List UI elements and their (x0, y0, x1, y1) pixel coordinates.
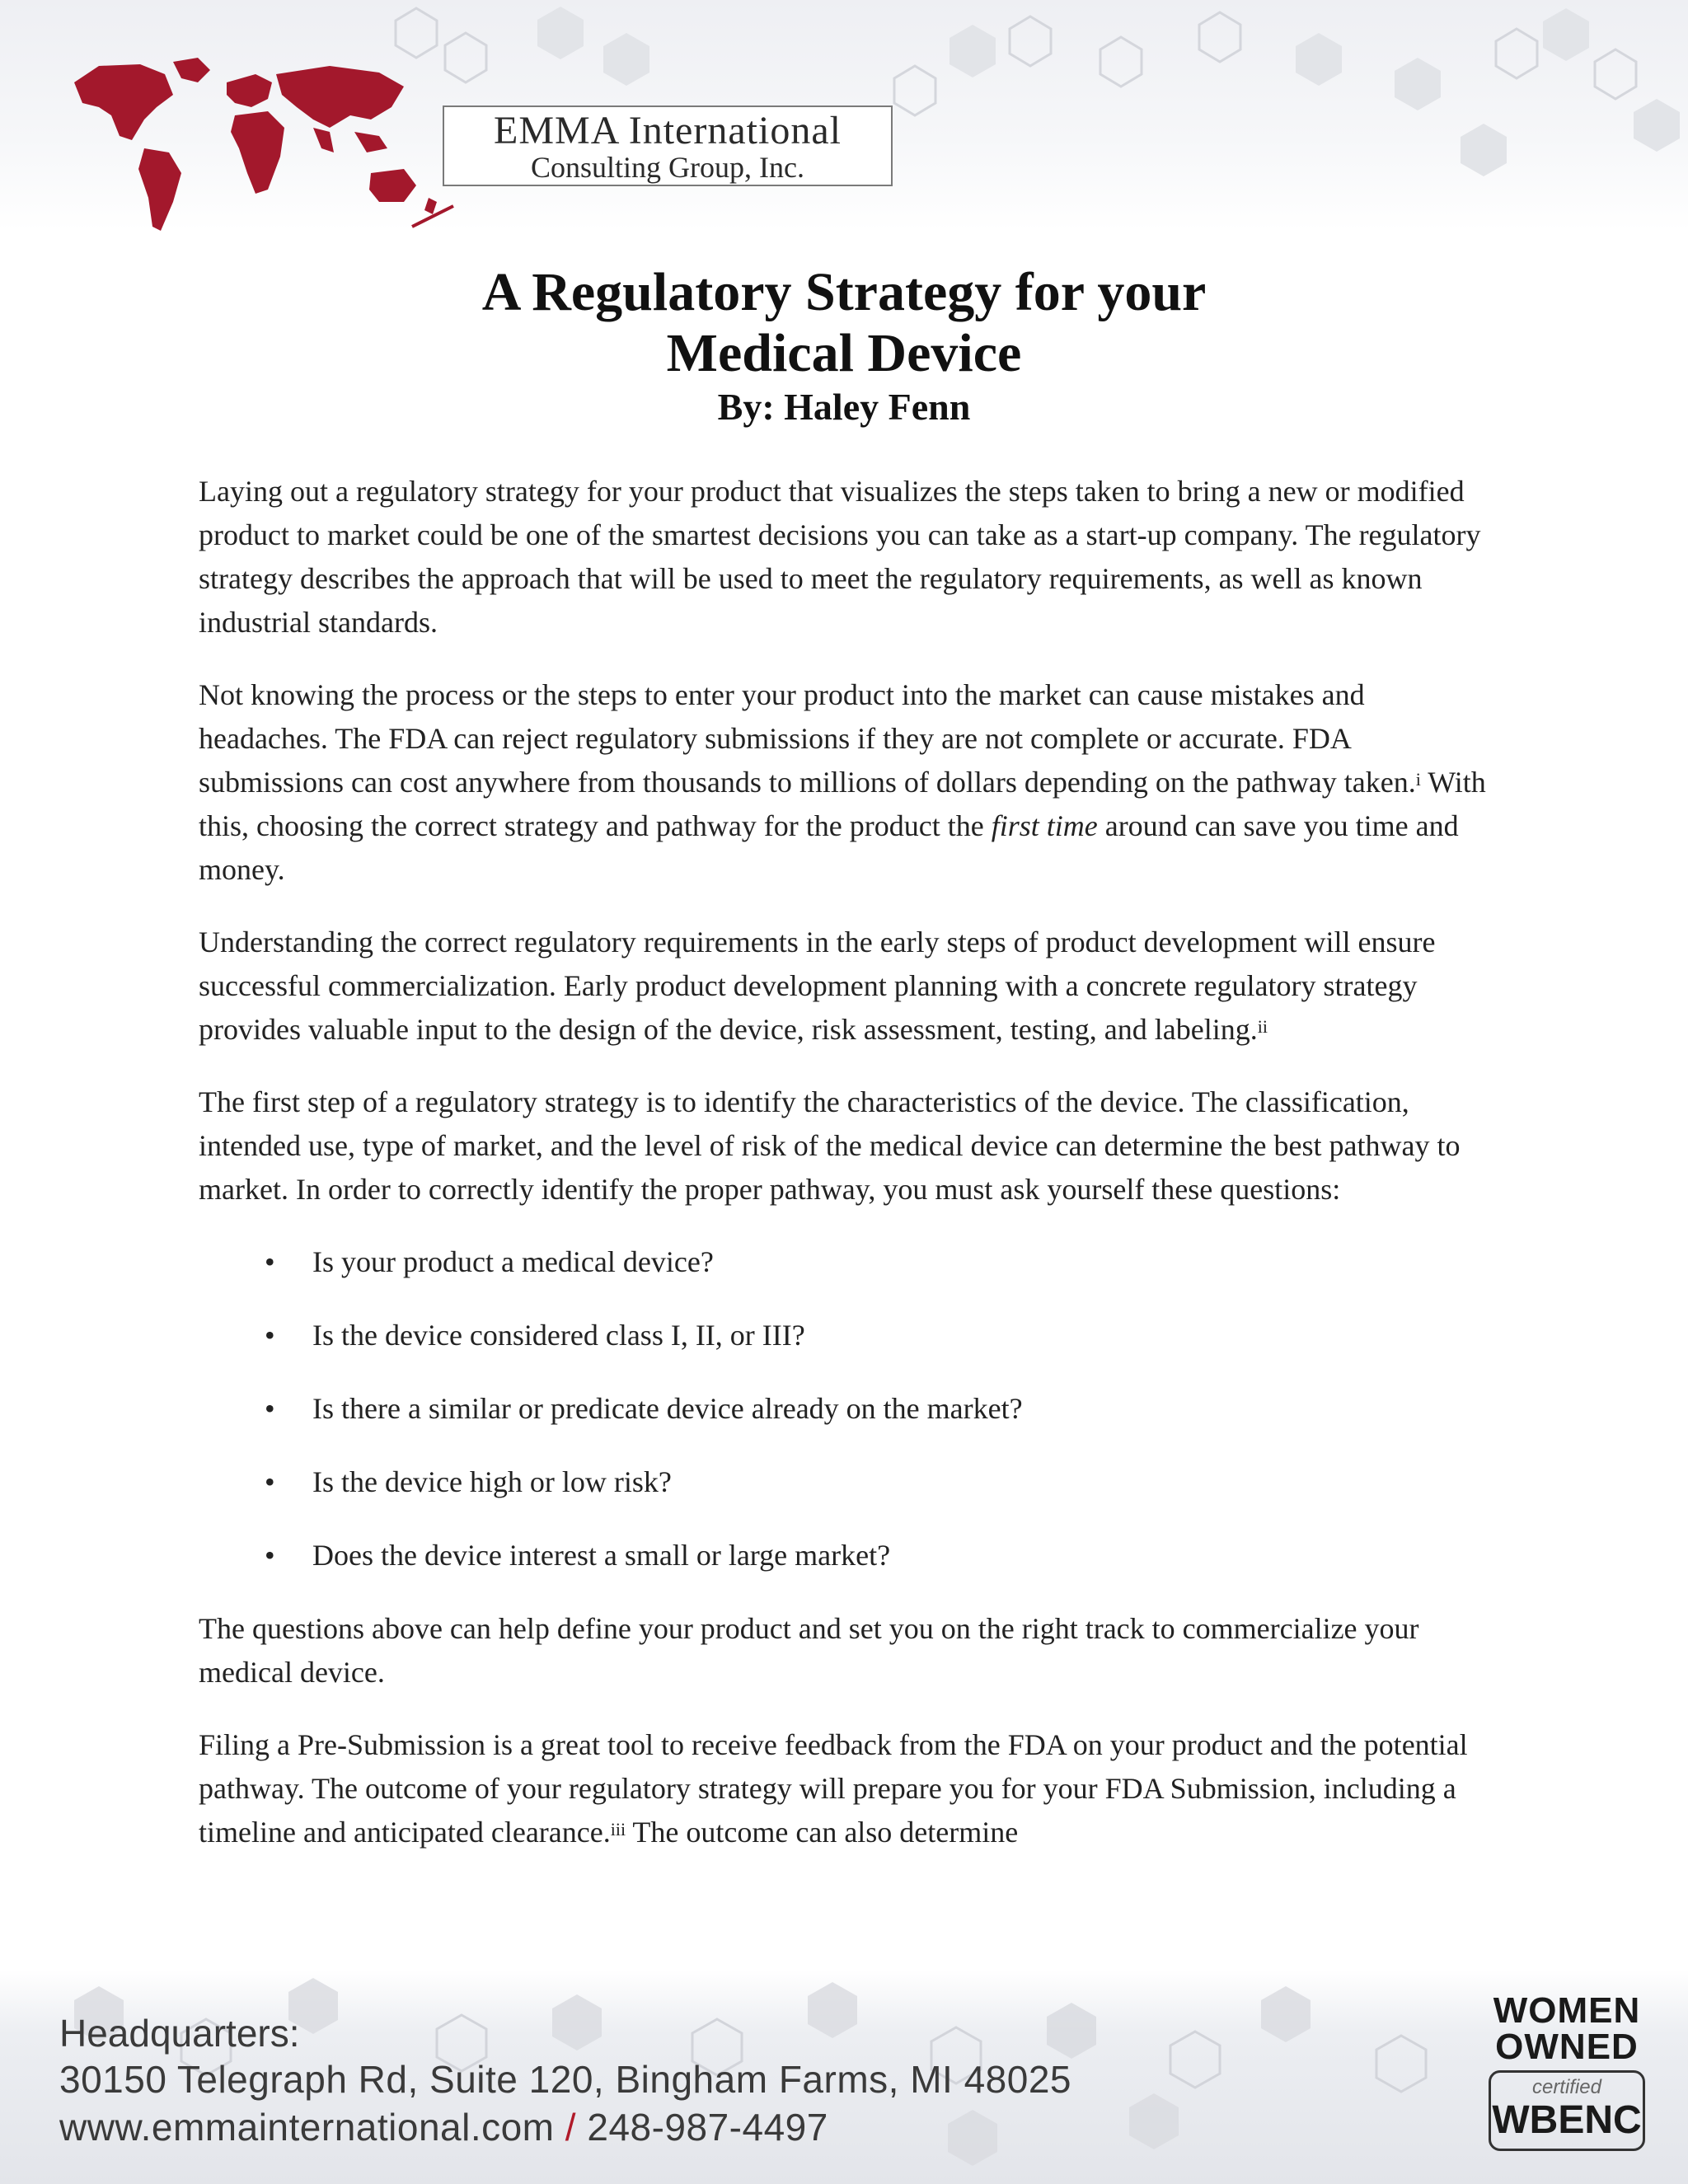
headquarters-label: Headquarters: (59, 2012, 300, 2055)
list-item (199, 1534, 1493, 1577)
logo-name: EMMA International (494, 109, 842, 152)
contact-line (59, 2103, 1071, 2151)
question-text: Does the device interest a small or large market? (312, 1539, 891, 1572)
website-link[interactable]: www.emmainternational.com (59, 2106, 555, 2149)
paragraph-pre-submission (199, 1723, 1493, 1854)
logo-subtitle: Consulting Group, Inc. (531, 151, 804, 184)
list-item (199, 1240, 1493, 1284)
question-text: Is the device high or low risk? (312, 1465, 672, 1498)
paragraph-process (199, 673, 1493, 892)
footnote-ref-ii: ii (1257, 1016, 1268, 1037)
paragraph-process-text-c: around can save you time and money. (199, 809, 1459, 886)
wbenc-seal (1489, 2070, 1645, 2151)
title-line-1: A Regulatory Strategy for your (481, 262, 1207, 322)
title-line-2: Medical Device (666, 323, 1022, 383)
badge-certified: certified (1531, 2076, 1602, 2098)
bullet-icon: • (265, 1465, 275, 1498)
article-byline: By: Haley Fenn (717, 386, 971, 428)
footer-contact (59, 2011, 1071, 2151)
company-logo (443, 105, 893, 186)
questions-list (199, 1240, 1493, 1577)
paragraph-requirements (199, 921, 1493, 1052)
paragraph-first-step: The first step of a regulatory strategy is to identify the characteristics of the device. The classification, intended use, type of market, and the level of risk of the medical device can determine the best pathway to market. In order to correctly identify the proper pathway, you must ask yourself these questions: (199, 1085, 1461, 1206)
article-body (199, 470, 1493, 1883)
question-text: Is the device considered class I, II, or III? (312, 1319, 805, 1352)
question-text: Is there a similar or predicate device already on the market? (312, 1392, 1023, 1425)
article-title (0, 262, 1688, 384)
headquarters-address: 30150 Telegraph Rd, Suite 120, Bingham Farms, MI 48025 (59, 2058, 1071, 2101)
list-item (199, 1314, 1493, 1357)
paragraph-process-text-a: Not knowing the process or the steps to enter your product into the market can cause mistakes and headaches. The FDA can reject regulatory submissions if they are not complete or accurate. FDA submissions can cost anywhere from thousands to millions of dollars depending on the pathway taken. (199, 678, 1416, 799)
badge-wbenc: WBENC (1492, 2098, 1642, 2142)
paragraph-pre-submission-tail: The outcome can also determine (626, 1816, 1019, 1849)
bullet-icon: • (265, 1245, 275, 1278)
list-item (199, 1387, 1493, 1431)
paragraph-questions-summary: The questions above can help define your product and set you on the right track to commercialize your medical device. (199, 1612, 1419, 1689)
phone-number: 248-987-4497 (587, 2106, 828, 2149)
paragraph-process-text-b: With this, choosing the correct strategy and pathway for the product the (199, 766, 1486, 842)
footnote-ref-iii: iii (610, 1819, 626, 1840)
footnote-ref-i: i (1415, 769, 1421, 790)
badge-line-owned: OWNED (1495, 2027, 1639, 2067)
paragraph-requirements-text: Understanding the correct regulatory requirements in the early steps of product development will ensure successful commercialization. Early product development planning with a concrete regulatory strategy provides valuable input to the design of the device, risk assessment, testing, and labeling. (199, 926, 1436, 1046)
question-text: Is your product a medical device? (312, 1245, 714, 1278)
badge-line-women: WOMEN (1493, 1990, 1641, 2031)
list-item (199, 1460, 1493, 1504)
paragraph-pre-submission-text: Filing a Pre-Submission is a great tool to receive feedback from the FDA on your product and the potential pathway. The outcome of your regulatory strategy will prepare you for your FDA Submission, including a timeline and anticipated clearance. (199, 1728, 1468, 1849)
world-map-icon (66, 49, 462, 247)
women-owned-badge (1480, 1990, 1653, 2151)
paragraph-process-emphasis: first time (991, 809, 1098, 842)
bullet-icon: • (265, 1319, 275, 1352)
paragraph-intro: Laying out a regulatory strategy for your product that visualizes the steps taken to bring a new or modified product to market could be one of the smartest decisions you can take as a start-up company. The regulatory strategy describes the approach that will be used to meet the regulatory requirements, as well as known industrial standards. (199, 475, 1481, 639)
contact-separator: / (565, 2106, 577, 2149)
article-header (0, 262, 1688, 430)
bullet-icon: • (265, 1539, 275, 1572)
bullet-icon: • (265, 1392, 275, 1425)
